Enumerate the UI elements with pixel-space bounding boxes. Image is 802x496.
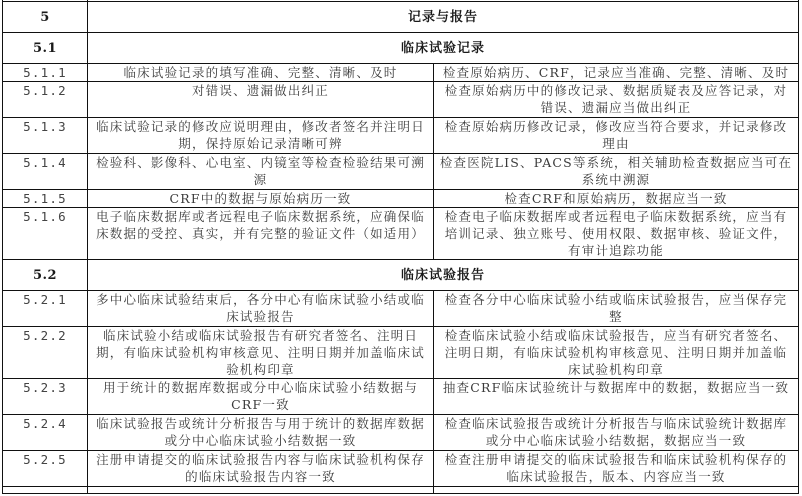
- item-requirement: 多中心临床试验结束后，各分中心有临床试验小结或临床试验报告: [88, 291, 434, 327]
- item-requirement: 临床试验记录的修改应说明理由，修改者签名并注明日期，保持原始记录清晰可辨: [88, 118, 434, 154]
- item-requirement: 临床试验小结或临床试验报告有研究者签名、注明日期，有临床试验机构审核意见、注明日期并加盖临床试验机构印章: [88, 327, 434, 379]
- item-number: 5.1.5: [3, 190, 88, 208]
- table-row: [3, 451, 799, 487]
- item-number: 5.2.4: [3, 415, 88, 451]
- item-number: 5.2.1: [3, 291, 88, 327]
- table-row: [3, 82, 799, 118]
- item-check-method: 检查原始病历修改记录，修改应当符合要求，并记录修改理由: [434, 118, 799, 154]
- item-check-method: 检查原始病历、CRF，记录应当准确、完整、清晰、及时: [434, 64, 799, 82]
- empty-cell: [3, 487, 88, 494]
- table-row: [3, 190, 799, 208]
- item-check-method: 检查注册申请提交的临床试验报告和临床试验机构保存的临床试验报告，版本、内容应当一致: [434, 451, 799, 487]
- item-number: 5.2.2: [3, 327, 88, 379]
- subsection-header-row: [3, 260, 799, 291]
- subsection-number: 5.1: [3, 33, 88, 64]
- section-number: 5: [3, 2, 88, 33]
- subsection-title: 临床试验报告: [88, 260, 799, 291]
- item-check-method: 检查医院LIS、PACS等系统，相关辅助检查数据应当可在系统中溯源: [434, 154, 799, 190]
- subsection-header-row: [3, 33, 799, 64]
- table-row: [3, 291, 799, 327]
- item-number: 5.1.1: [3, 64, 88, 82]
- subsection-title: 临床试验记录: [88, 33, 799, 64]
- empty-cell: [88, 487, 434, 494]
- table-row: [3, 327, 799, 379]
- table-row: [3, 154, 799, 190]
- section-title: 记录与报告: [88, 2, 799, 33]
- item-number: 5.1.6: [3, 208, 88, 260]
- item-requirement: 注册申请提交的临床试验报告内容与临床试验机构保存的临床试验报告内容一致: [88, 451, 434, 487]
- item-check-method: 抽查CRF临床试验统计与数据库中的数据，数据应当一致: [434, 379, 799, 415]
- item-check-method: 检查CRF和原始病历，数据应当一致: [434, 190, 799, 208]
- item-requirement: 电子临床数据库或者远程电子临床数据系统，应确保临床数据的受控、真实，并有完整的验证文件（如适用）: [88, 208, 434, 260]
- empty-cell: [434, 487, 799, 494]
- table-row: [3, 208, 799, 260]
- item-requirement: 用于统计的数据库数据或分中心临床试验小结数据与CRF一致: [88, 379, 434, 415]
- item-number: 5.2.5: [3, 451, 88, 487]
- item-requirement: 临床试验报告或统计分析报告与用于统计的数据库数据或分中心临床试验小结数据一致: [88, 415, 434, 451]
- inspection-table: [2, 0, 799, 494]
- item-number: 5.1.2: [3, 82, 88, 118]
- item-number: 5.2.3: [3, 379, 88, 415]
- item-check-method: 检查各分中心临床试验小结或临床试验报告，应当保存完整: [434, 291, 799, 327]
- section-header-row: [3, 2, 799, 33]
- item-check-method: 检查临床试验报告或统计分析报告与临床试验统计数据库或分中心临床试验小结数据，数据应当一致: [434, 415, 799, 451]
- table-row: [3, 64, 799, 82]
- item-number: 5.1.4: [3, 154, 88, 190]
- item-check-method: 检查电子临床数据库或者远程电子临床数据系统，应当有培训记录、独立账号、使用权限、数据审核、验证文件，有审计追踪功能: [434, 208, 799, 260]
- table-row: [3, 379, 799, 415]
- table-row: [3, 118, 799, 154]
- item-check-method: 检查原始病历中的修改记录、数据质疑表及应答记录，对错误、遗漏应当做出纠正: [434, 82, 799, 118]
- item-requirement: 检验科、影像科、心电室、内镜室等检查检验结果可溯源: [88, 154, 434, 190]
- item-requirement: 临床试验记录的填写准确、完整、清晰、及时: [88, 64, 434, 82]
- item-requirement: 对错误、遗漏做出纠正: [88, 82, 434, 118]
- continuation-row-bottom: [3, 487, 799, 494]
- subsection-number: 5.2: [3, 260, 88, 291]
- item-check-method: 检查临床试验小结或临床试验报告，应当有研究者签名、注明日期，有临床试验机构审核意见、注明日期并加盖临床试验机构印章: [434, 327, 799, 379]
- item-requirement: CRF中的数据与原始病历一致: [88, 190, 434, 208]
- table-row: [3, 415, 799, 451]
- item-number: 5.1.3: [3, 118, 88, 154]
